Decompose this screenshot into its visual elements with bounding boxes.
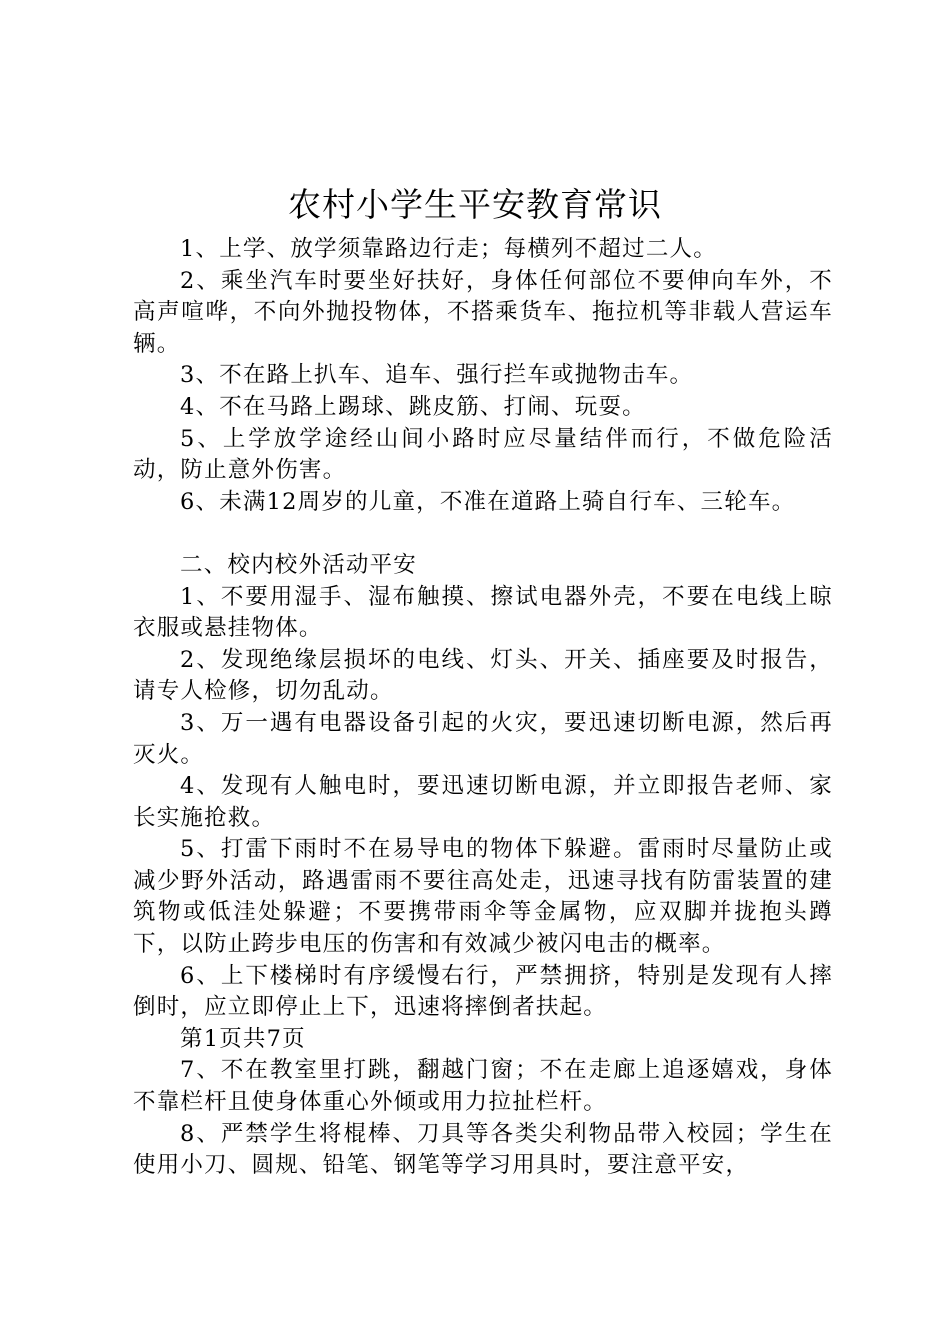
section-heading-campus: 二、校内校外活动平安 <box>180 551 418 578</box>
paragraph-campus-1: 1、不要用湿手、湿布触摸、擦试电器外壳，不要在电线上晾衣服或悬挂物体。 <box>133 583 833 642</box>
paragraph-campus-3: 3、万一遇有电器设备引起的火灾，要迅速切断电源，然后再灭火。 <box>133 709 833 768</box>
paragraph-campus-4: 4、发现有人触电时，要迅速切断电源，并立即报告老师、家长实施抢救。 <box>133 773 833 831</box>
paragraph-traffic-1: 1、上学、放学须靠路边行走；每横列不超过二人。 <box>180 236 717 262</box>
paragraph-traffic-5: 5、上学放学途经山间小路时应尽量结伴而行，不做危险活动，防止意外伤害。 <box>133 425 833 484</box>
paragraph-campus-6: 6、上下楼梯时有序缓慢右行，严禁拥挤，特别是发现有人摔倒时，应立即停止上下，迅速将摔倒者扶起。 <box>133 962 833 1021</box>
document-title: 农村小学生平安教育常识 <box>288 185 662 224</box>
paragraph-campus-2: 2、发现绝缘层损坏的电线、灯头、开关、插座要及时报告，请专人检修，切勿乱动。 <box>133 646 833 705</box>
paragraph-traffic-3: 3、不在路上扒车、追车、强行拦车或抛物击车。 <box>180 362 694 389</box>
document-body <box>133 234 833 1182</box>
paragraph-traffic-4: 4、不在马路上踢球、跳皮筋、打闹、玩耍。 <box>180 393 646 420</box>
paragraph-traffic-6: 6、未满12周岁的儿童，不准在道路上骑自行车、三轮车。 <box>180 488 796 515</box>
blank-line <box>133 518 833 550</box>
paragraph-campus-8: 8、严禁学生将棍棒、刀具等各类尖利物品带入校园；学生在使用小刀、圆规、铅笔、钢笔等学习用具时，要注意平安， <box>133 1120 833 1179</box>
page-number: 第1页共7页 <box>180 1025 306 1052</box>
paragraph-traffic-2: 2、乘坐汽车时要坐好扶好，身体任何部位不要伸向车外，不高声喧哗，不向外抛投物体，不搭乘货车、拖拉机等非载人营运车辆。 <box>133 267 833 357</box>
paragraph-campus-7: 7、不在教室里打跳，翻越门窗；不在走廊上追逐嬉戏，身体不靠栏杆且使身体重心外倾或用力拉扯栏杆。 <box>133 1057 833 1116</box>
paragraph-campus-5: 5、打雷下雨时不在易导电的物体下躲避。雷雨时尽量防止或减少野外活动，路遇雷雨不要往高处走，迅速寻找有防雷装置的建筑物或低洼处躲避；不要携带雨伞等金属物，应双脚并拢抱头蹲下，以防止跨步电压的伤害和有效减少被闪电击的概率。 <box>133 836 833 958</box>
